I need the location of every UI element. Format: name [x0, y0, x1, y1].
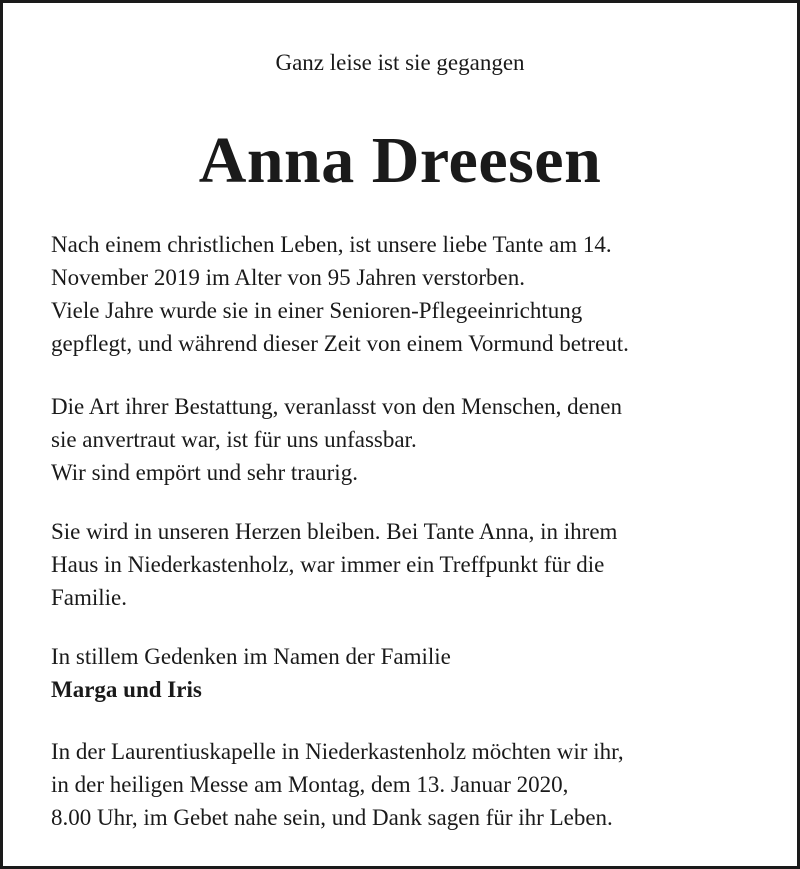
paragraph-burial — [51, 390, 771, 489]
text-line: Die Art ihrer Bestattung, veranlasst von den Menschen, denen — [51, 394, 623, 419]
mourners-names: Marga und Iris — [51, 677, 202, 702]
text-line: Familie. — [51, 585, 128, 610]
text-line: in der heiligen Messe am Montag, dem 13. Januar 2020, — [51, 772, 569, 797]
text-line: 8.00 Uhr, im Gebet nahe sein, und Dank sagen für ihr Leben. — [51, 805, 613, 830]
text-line: In der Laurentiuskapelle in Niederkastenholz möchten wir ihr, — [51, 739, 624, 764]
mourners-block — [51, 640, 771, 706]
mourners-intro: In stillem Gedenken im Namen der Familie — [51, 644, 451, 669]
deceased-name: Anna Dreesen — [198, 124, 602, 197]
text-line: November 2019 im Alter von 95 Jahren verstorben. — [51, 265, 525, 290]
text-line: sie anvertraut war, ist für uns unfassbar. — [51, 427, 417, 452]
paragraph-memory — [51, 515, 771, 614]
text-line: gepflegt, und während dieser Zeit von einem Vormund betreut. — [51, 331, 629, 356]
text-line: Haus in Niederkastenholz, war immer ein Treffpunkt für die — [51, 552, 605, 577]
mass-info — [51, 735, 771, 834]
text-line: Sie wird in unseren Herzen bleiben. Bei Tante Anna, in ihrem — [51, 519, 618, 544]
motto-line: Ganz leise ist sie gegangen — [275, 50, 525, 75]
paragraph-life — [51, 228, 771, 360]
text-line: Viele Jahre wurde sie in einer Senioren-Pflegeeinrichtung — [51, 298, 583, 323]
text-line: Wir sind empört und sehr traurig. — [51, 460, 358, 485]
text-line: Nach einem christlichen Leben, ist unsere liebe Tante am 14. — [51, 232, 612, 257]
